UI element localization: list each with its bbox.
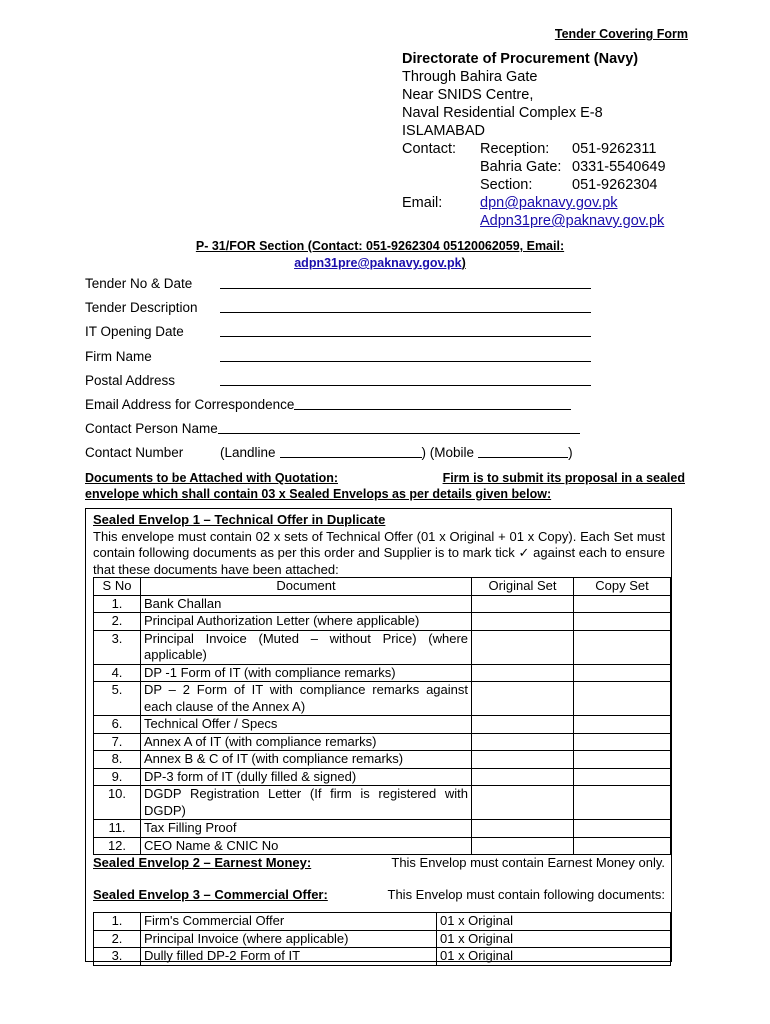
- address-line: Naval Residential Complex E-8: [402, 105, 603, 121]
- original-check-cell[interactable]: [472, 630, 574, 664]
- table-row: [94, 682, 671, 716]
- field-row-tender-desc: [85, 300, 705, 324]
- sno-cell: 6.: [94, 716, 141, 734]
- header-copy: Copy Set: [574, 578, 671, 596]
- email-link[interactable]: dpn@paknavy.gov.pk: [480, 195, 618, 211]
- section-close: ): [461, 256, 466, 270]
- sno-cell: 3.: [94, 630, 141, 664]
- documents-heading-line2: envelope which shall contain 03 x Sealed Envelops as per details given below:: [85, 487, 552, 501]
- doc-cell: Bank Challan: [141, 595, 472, 613]
- envelop-1-title: Sealed Envelop 1 – Technical Offer in Duplicate: [93, 512, 386, 527]
- address-line: ISLAMABAD: [402, 123, 485, 139]
- contact-name: Section:: [480, 177, 533, 193]
- qty-cell: 01 x Original: [437, 930, 671, 948]
- doc-cell: DP-3 form of IT (dully filled & signed): [141, 768, 472, 786]
- field-label: Contact Person Name: [85, 421, 218, 437]
- original-check-cell[interactable]: [472, 716, 574, 734]
- sno-cell: 5.: [94, 682, 141, 716]
- original-check-cell[interactable]: [472, 613, 574, 631]
- table-row: [94, 837, 671, 855]
- envelop-1-desc: This envelope must contain 02 x sets of Technical Offer (01 x Original + 01 x Copy). Each Set must contain following documents as per this order and Supplier is to mark tick ✓ against each to ensure that these documents have been attached:: [93, 528, 665, 577]
- field-label: Email Address for Correspondence: [85, 396, 295, 412]
- contact-name: Bahria Gate:: [480, 159, 562, 175]
- address-line: Near SNIDS Centre,: [402, 87, 534, 103]
- doc-cell: DGDP Registration Letter (If firm is registered with DGDP): [141, 786, 472, 820]
- mobile-blank[interactable]: [478, 445, 568, 458]
- envelop-3-title: Sealed Envelop 3 – Commercial Offer:: [93, 887, 328, 902]
- sno-cell: 11.: [94, 820, 141, 838]
- copy-check-cell[interactable]: [574, 820, 671, 838]
- original-check-cell[interactable]: [472, 682, 574, 716]
- doc-cell: Principal Invoice (Muted – without Price) (where applicable): [141, 630, 472, 664]
- copy-check-cell[interactable]: [574, 595, 671, 613]
- sno-cell: 12.: [94, 837, 141, 855]
- table-row: [94, 716, 671, 734]
- copy-check-cell[interactable]: [574, 751, 671, 769]
- contact-number: 0331-5540649: [572, 159, 666, 175]
- documents-heading-right: Firm is to submit its proposal in a sealed: [442, 471, 685, 485]
- envelop-2: [93, 855, 665, 870]
- field-label: Tender No & Date: [85, 276, 193, 291]
- doc-cell: Annex A of IT (with compliance remarks): [141, 733, 472, 751]
- doc-cell: Technical Offer / Specs: [141, 716, 472, 734]
- doc-cell: Principal Authorization Letter (where applicable): [141, 613, 472, 631]
- table-row: [94, 630, 671, 664]
- contact-number: 051-9262304: [572, 177, 658, 193]
- table-row: [94, 733, 671, 751]
- original-check-cell[interactable]: [472, 751, 574, 769]
- tender-fields: [85, 276, 705, 470]
- doc-cell: DP -1 Form of IT (with compliance remarks): [141, 664, 472, 682]
- envelop-1: [93, 512, 665, 578]
- email-corr-blank[interactable]: [294, 397, 571, 410]
- it-opening-blank[interactable]: [220, 324, 591, 337]
- sno-cell: 7.: [94, 733, 141, 751]
- qty-cell: 01 x Original: [437, 948, 671, 966]
- copy-check-cell[interactable]: [574, 786, 671, 820]
- sno-cell: 2.: [94, 613, 141, 631]
- doc-cell: Annex B & C of IT (with compliance remarks): [141, 751, 472, 769]
- table-row: [94, 595, 671, 613]
- header-original: Original Set: [472, 578, 574, 596]
- contact-grid: [402, 140, 742, 194]
- envelop-2-desc: This Envelop must contain Earnest Money only.: [391, 855, 665, 870]
- commercial-docs-table: [93, 912, 671, 966]
- documents-heading: [85, 470, 685, 502]
- doc-cell: Firm's Commercial Offer: [141, 913, 437, 931]
- table-row: [94, 751, 671, 769]
- copy-check-cell[interactable]: [574, 768, 671, 786]
- envelops-box: [85, 508, 672, 962]
- copy-check-cell[interactable]: [574, 613, 671, 631]
- address-block: [402, 50, 742, 230]
- doc-cell: DP – 2 Form of IT with compliance remarks against each clause of the Annex A): [141, 682, 472, 716]
- sno-cell: 9.: [94, 768, 141, 786]
- contact-number: 051-9262311: [572, 141, 657, 157]
- original-check-cell[interactable]: [472, 820, 574, 838]
- email-grid: [402, 194, 742, 230]
- sno-cell: 3.: [94, 948, 141, 966]
- table-row: [94, 768, 671, 786]
- field-row-contact-number: [85, 445, 705, 469]
- copy-check-cell[interactable]: [574, 837, 671, 855]
- contact-label: Contact:: [402, 141, 456, 157]
- doc-cell: CEO Name & CNIC No: [141, 837, 472, 855]
- contact-person-blank[interactable]: [218, 421, 580, 434]
- envelop-3: [93, 887, 665, 902]
- original-check-cell[interactable]: [472, 595, 574, 613]
- tender-no-blank[interactable]: [220, 276, 591, 289]
- copy-check-cell[interactable]: [574, 682, 671, 716]
- technical-docs-table: [93, 577, 671, 855]
- header-sno: S No: [94, 578, 141, 596]
- original-check-cell[interactable]: [472, 768, 574, 786]
- table-header-row: [94, 578, 671, 596]
- mobile-close: ): [568, 445, 573, 461]
- table-row: [94, 913, 671, 931]
- doc-cell: Principal Invoice (where applicable): [141, 930, 437, 948]
- field-row-firm-name: [85, 349, 705, 373]
- contact-name: Reception:: [480, 141, 550, 157]
- table-row: [94, 820, 671, 838]
- field-row-contact-person: [85, 421, 705, 445]
- table-row: [94, 948, 671, 966]
- sno-cell: 4.: [94, 664, 141, 682]
- form-title: Tender Covering Form: [554, 27, 688, 41]
- landline-label: (Landline: [220, 445, 276, 461]
- field-row-email: [85, 397, 705, 421]
- field-label: Tender Description: [85, 300, 198, 316]
- envelop-3-desc: This Envelop must contain following documents:: [387, 887, 665, 902]
- sno-cell: 8.: [94, 751, 141, 769]
- qty-cell: 01 x Original: [437, 913, 671, 931]
- field-row-postal: [85, 373, 705, 397]
- copy-check-cell[interactable]: [574, 716, 671, 734]
- original-check-cell[interactable]: [472, 786, 574, 820]
- original-check-cell[interactable]: [472, 733, 574, 751]
- original-check-cell[interactable]: [472, 837, 574, 855]
- field-label: Contact Number: [85, 445, 184, 461]
- field-row-it-opening: [85, 324, 705, 348]
- copy-check-cell[interactable]: [574, 630, 671, 664]
- postal-blank[interactable]: [220, 373, 591, 386]
- doc-cell: Dully filled DP-2 Form of IT: [141, 948, 437, 966]
- table-row: [94, 613, 671, 631]
- section-contact: [85, 238, 675, 272]
- copy-check-cell[interactable]: [574, 664, 671, 682]
- landline-blank[interactable]: [280, 445, 422, 458]
- table-row: [94, 664, 671, 682]
- org-name: Directorate of Procurement (Navy): [402, 51, 639, 67]
- email-link[interactable]: Adpn31pre@paknavy.gov.pk: [480, 213, 665, 229]
- sno-cell: 2.: [94, 930, 141, 948]
- header-document: Document: [141, 578, 472, 596]
- sno-cell: 1.: [94, 595, 141, 613]
- table-row: [94, 930, 671, 948]
- address-line: Through Bahira Gate: [402, 69, 538, 85]
- doc-cell: Tax Filling Proof: [141, 820, 472, 838]
- field-label: Firm Name: [85, 348, 152, 364]
- mobile-label: ) (Mobile: [421, 445, 475, 461]
- table-row: [94, 786, 671, 820]
- documents-heading-left: Documents to be Attached with Quotation:: [85, 471, 339, 485]
- field-label: Postal Address: [85, 372, 176, 388]
- section-line-1: P- 31/FOR Section (Contact: 051-9262304 05120062059, Email:: [195, 239, 565, 253]
- tender-desc-blank[interactable]: [220, 300, 591, 313]
- copy-check-cell[interactable]: [574, 733, 671, 751]
- envelop-2-title: Sealed Envelop 2 – Earnest Money:: [93, 855, 312, 870]
- sno-cell: 10.: [94, 786, 141, 820]
- section-email-link[interactable]: adpn31pre@paknavy.gov.pk: [294, 256, 462, 270]
- field-label: IT Opening Date: [85, 324, 184, 340]
- field-row-tender-no: [85, 276, 705, 300]
- sno-cell: 1.: [94, 913, 141, 931]
- firm-name-blank[interactable]: [220, 349, 591, 362]
- original-check-cell[interactable]: [472, 664, 574, 682]
- email-label: Email:: [402, 195, 443, 211]
